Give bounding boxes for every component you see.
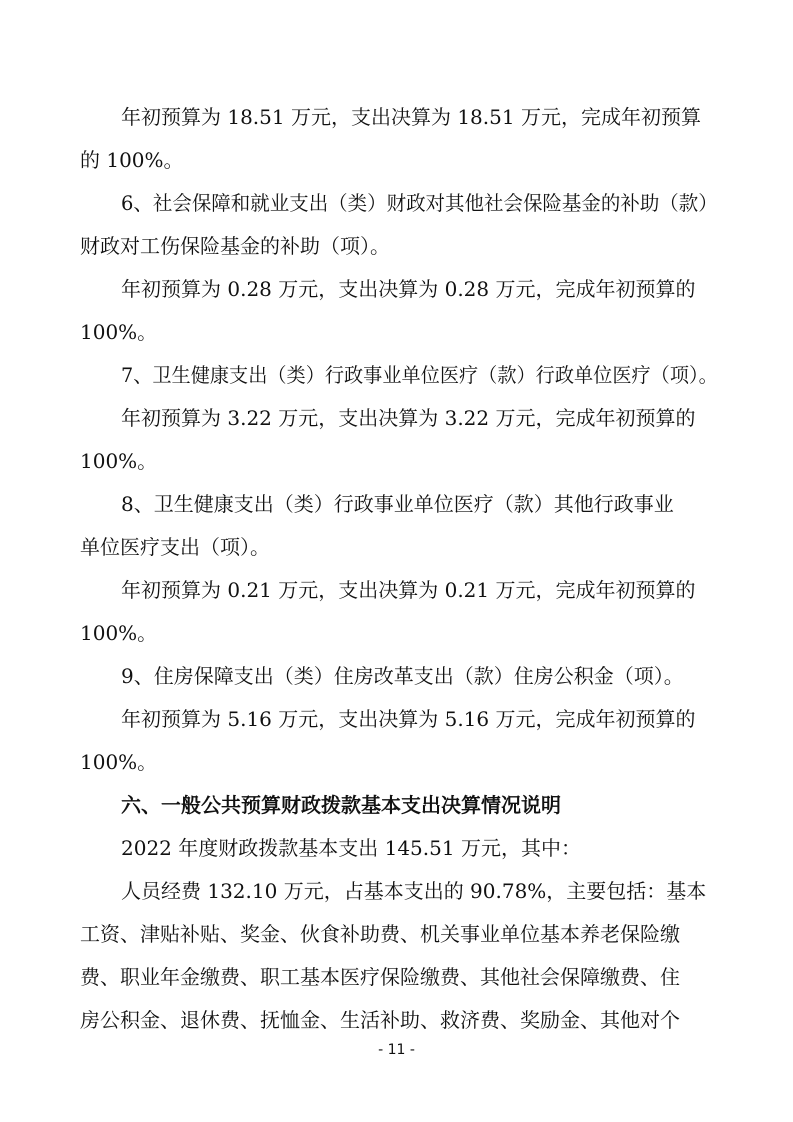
text-line-12: 年初预算为 0.21 万元，支出决算为 0.21 万元，完成年初预算的 — [121, 578, 696, 602]
page-number: - 11 - — [378, 1042, 415, 1058]
text-line-21: 费、职业年金缴费、职工基本医疗保险缴费、其他社会保障缴费、住 — [80, 965, 680, 989]
text-line-4: 财政对工伤保险基金的补助（项）。 — [80, 234, 390, 258]
text-line-3: 6、社会保障和就业支出（类）财政对其他社会保险基金的补助（款） — [121, 191, 718, 215]
text-line-1: 年初预算为 18.51 万元，支出决算为 18.51 万元，完成年初预算 — [121, 105, 701, 129]
text-line-19: 人员经费 132.10 万元，占基本支出的 90.78%，主要包括：基本 — [121, 879, 707, 903]
text-line-6: 100%。 — [80, 320, 158, 344]
text-line-10: 8、卫生健康支出（类）行政事业单位医疗（款）其他行政事业 — [121, 492, 674, 516]
text-line-14: 9、住房保障支出（类）住房改革支出（款）住房公积金（项）。 — [121, 664, 684, 688]
text-line-16: 100%。 — [80, 750, 158, 774]
text-line-20: 工资、津贴补贴、奖金、伙食补助费、机关事业单位基本养老保险缴 — [80, 922, 680, 946]
text-line-13: 100%。 — [80, 621, 158, 645]
text-line-22: 房公积金、退休费、抚恤金、生活补助、救济费、奖励金、其他对个 — [80, 1008, 680, 1032]
text-line-5: 年初预算为 0.28 万元，支出决算为 0.28 万元，完成年初预算的 — [121, 277, 696, 301]
text-line-11: 单位医疗支出（项）。 — [80, 535, 270, 559]
text-line-2: 的 100%。 — [80, 148, 184, 172]
section-heading: 六、一般公共预算财政拨款基本支出决算情况说明 — [121, 793, 561, 817]
text-line-8: 年初预算为 3.22 万元，支出决算为 3.22 万元，完成年初预算的 — [121, 406, 696, 430]
text-line-7: 7、卫生健康支出（类）行政事业单位医疗（款）行政单位医疗（项）。 — [121, 363, 718, 387]
text-line-18: 2022 年度财政拨款基本支出 145.51 万元，其中： — [121, 836, 581, 860]
text-line-9: 100%。 — [80, 449, 158, 473]
text-line-15: 年初预算为 5.16 万元，支出决算为 5.16 万元，完成年初预算的 — [121, 707, 696, 731]
